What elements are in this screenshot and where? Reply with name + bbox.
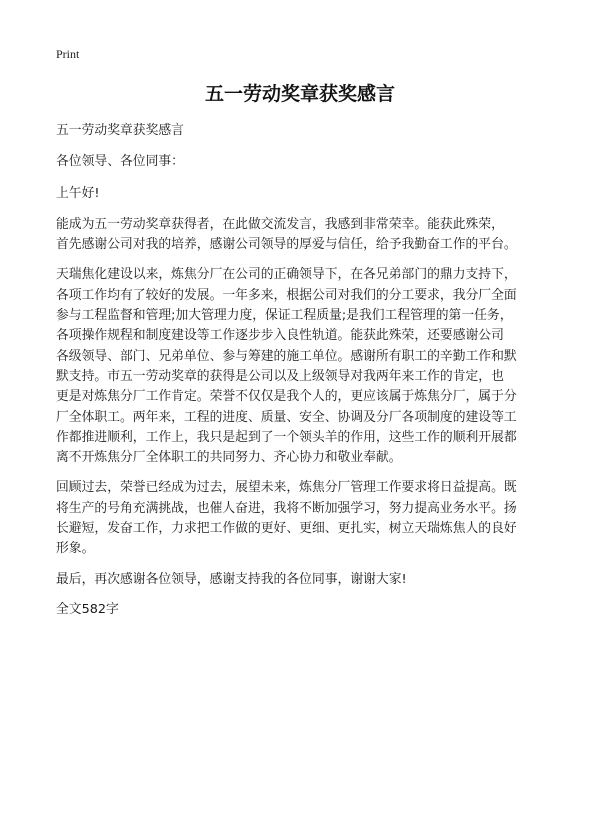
closing-paragraph: 最后，再次感谢各位领导，感谢支持我的各位同事，谢谢大家!: [56, 571, 407, 587]
document-body: [56, 121, 556, 630]
body-paragraph: 天瑞焦化建设以来，炼焦分厂在公司的正确领导下，在各兄弟部门的鼎力支持下， 各项工作均有了较好的发展。一年多来，根据公司对我们的分工要求，我分厂全面 参与工程监督和管理;加大管理力度，保证工程质量;是我们工程管理的第一任务， 各项操作规程和制度建设等工作逐步步入良性轨道。能获此殊荣，还要感谢公司 各级领导、部门、兄弟单位、参与筹建的施工单位。感谢所有职工的辛勤工作和默 默支持。市五一劳动奖章的获得是公司以及上级领导对我两年来工作的肯定，也 更是对炼焦分厂工作肯定。荣誉不仅仅是我个人的，更应该属于炼焦分厂，属于分 厂全体职工。两年来，工程的进度、质量、安全、协调及分厂各项制度的建设等工 作都推进顺利，工作上，我只是起到了一个领头羊的作用，这些工作的顺利开展都 离不开炼焦分厂全体职工的共同努力、齐心协力和敬业奉献。: [56, 267, 517, 466]
intro-paragraph: 能成为五一劳动奖章获得者，在此做交流发言，我感到非常荣幸。能获此殊荣， 首先感谢公司对我的培养，感谢公司领导的厚爱与信任，给予我勤奋工作的平台。: [56, 216, 517, 253]
review-paragraph: 回顾过去，荣誉已经成为过去，展望未来，炼焦分厂管理工作要求将日益提高。既 将生产的号角充满挑战，也催人奋进，我将不断加强学习，努力提高业务水平。扬 长避短，发奋工作，力求把工作做的更好、更细、更扎实，树立天瑞炼焦人的良好 形象。: [56, 480, 517, 557]
salutation-paragraph: 各位领导、各位同事：: [56, 154, 184, 170]
word-count: 全文582字: [56, 601, 119, 617]
greeting-paragraph: 上午好!: [56, 185, 100, 201]
subtitle-paragraph: 五一劳动奖章获奖感言: [56, 123, 184, 138]
document-title: 五一劳动奖章获奖感言: [204, 83, 395, 105]
print-link[interactable]: Print: [56, 47, 80, 61]
